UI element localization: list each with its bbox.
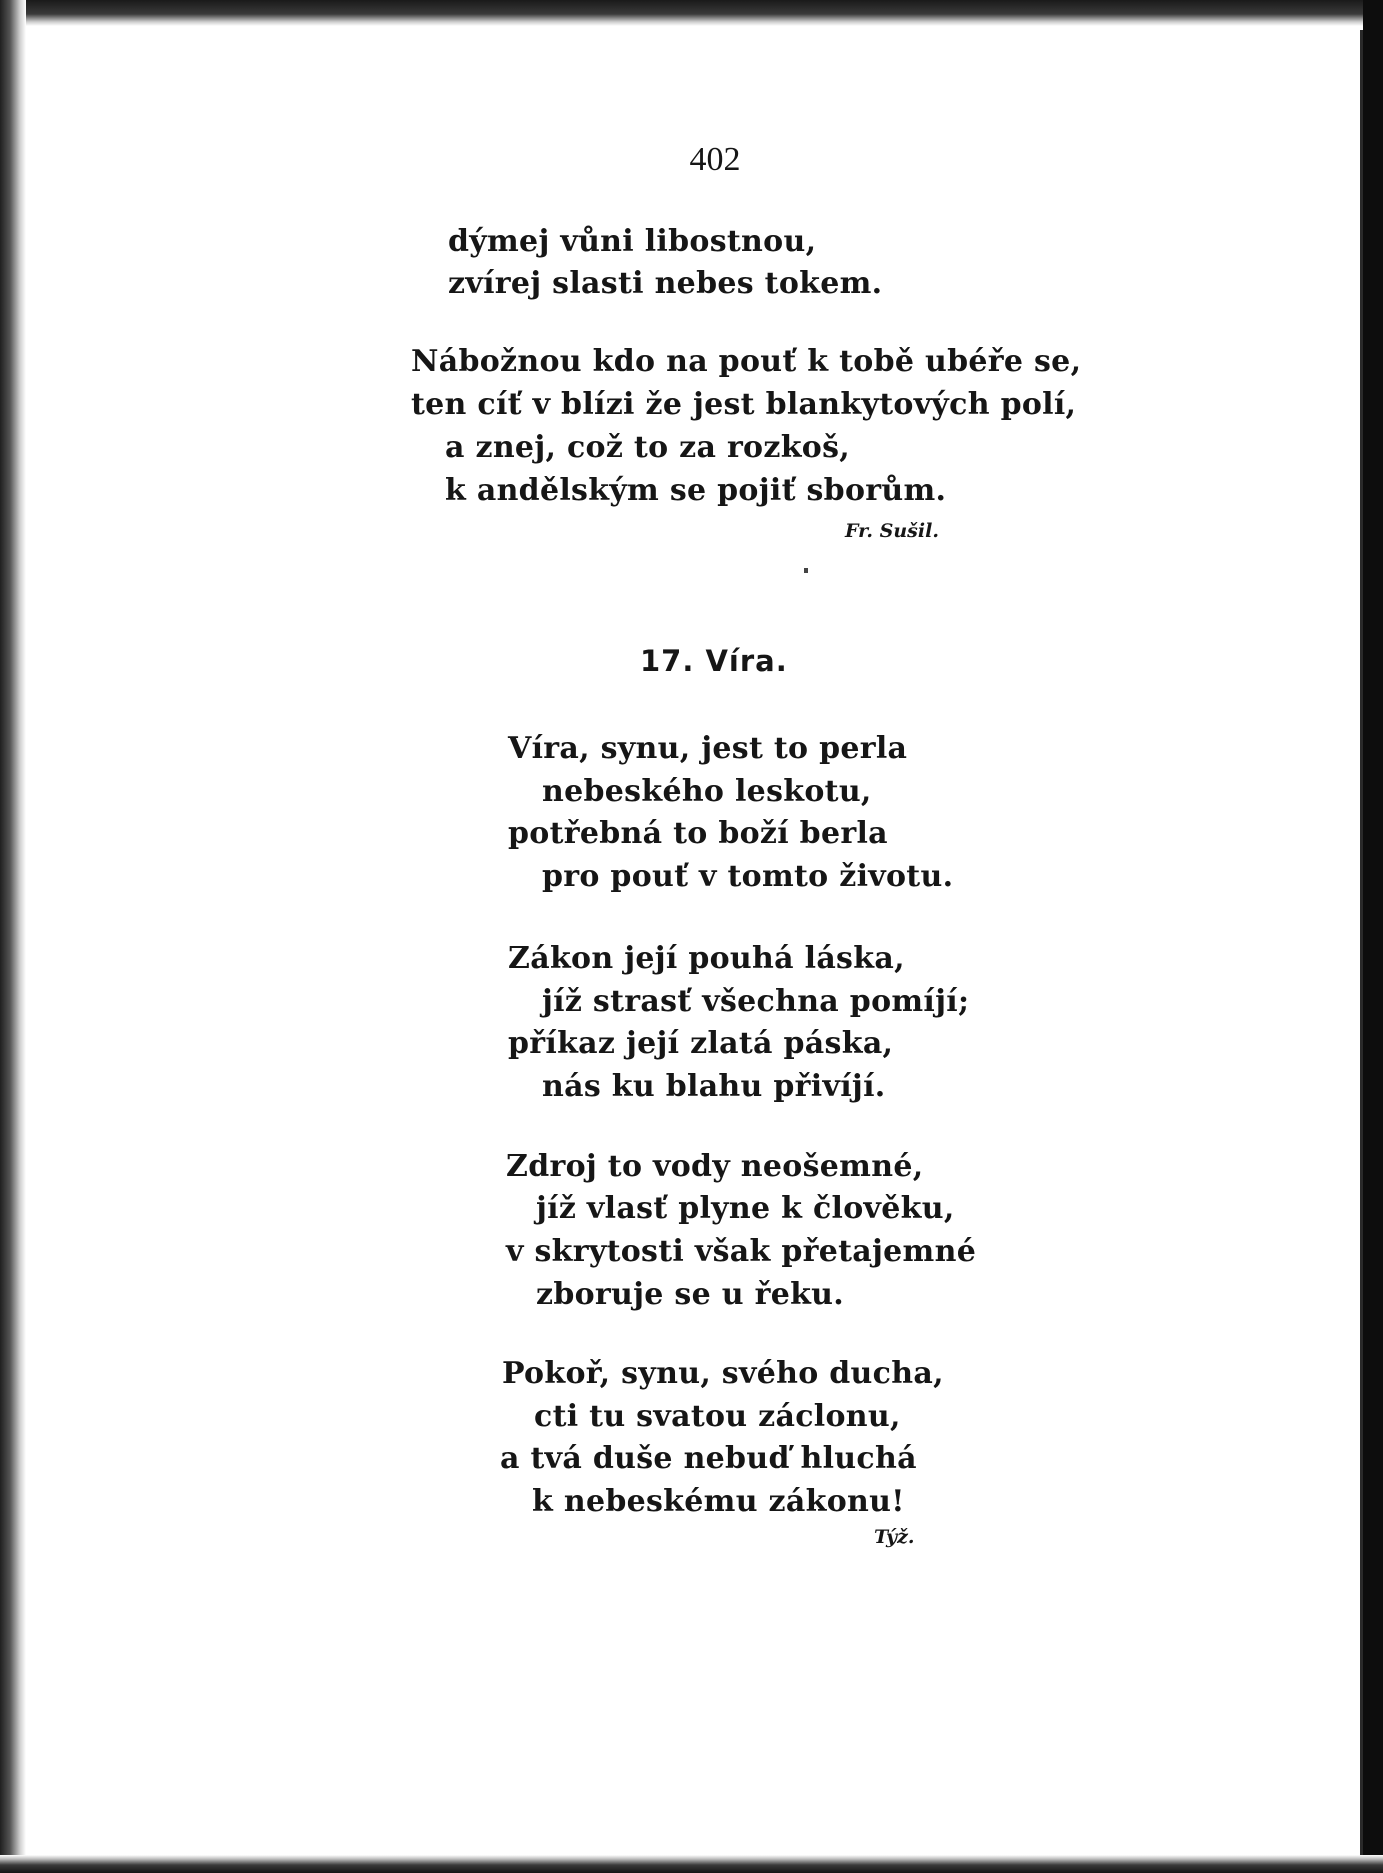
verse-line: ten cíť v blízi že jest blankytových polí, [411,387,1077,422]
poem-number: 17. [640,644,695,678]
verse-line: zvírej slasti nebes tokem. [448,266,883,301]
verse-line: Pokoř, synu, svého ducha, [502,1356,944,1391]
verse-line: nás ku blahu přivíjí. [542,1069,886,1104]
verse-line: Víra, synu, jest to perla [508,731,908,766]
ink-speck [804,568,808,573]
verse-line: Zdroj to vody neošemné, [506,1149,924,1184]
verse-line: a znej, což to za rozkoš, [445,430,851,465]
poem-heading [640,643,788,679]
verse-line: v skrytosti však přetajemné [506,1234,977,1269]
verse-line: zboruje se u řeku. [536,1277,845,1312]
verse-line: a tvá duše nebuď hluchá [500,1441,917,1476]
verse-line: Nábožnou kdo na pouť k tobě ubéře se, [411,344,1082,379]
verse-line: pro pouť v tomto životu. [542,859,954,894]
verse-line: Zákon její pouhá láska, [508,941,905,976]
verse-line: dýmej vůni libostnou, [448,224,817,259]
verse-line: nebeského leskotu, [542,774,872,809]
verse-line: jíž strasť všechna pomíjí; [542,984,970,1019]
verse-line: jíž vlasť plyne k člověku, [536,1191,955,1226]
poem-title: Víra. [705,644,788,678]
page-number: 402 [689,141,741,178]
verse-line: příkaz její zlatá páska, [508,1026,894,1061]
verse-line: cti tu svatou záclonu, [534,1399,901,1434]
verse-line: k andělským se pojiť sborům. [445,473,947,508]
poem-attribution: Fr. Sušil. [845,520,939,542]
verse-line: k nebeskému zákonu! [532,1484,905,1519]
verse-line: potřebná to boží berla [508,816,888,851]
poem-attribution: Týž. [874,1526,915,1548]
